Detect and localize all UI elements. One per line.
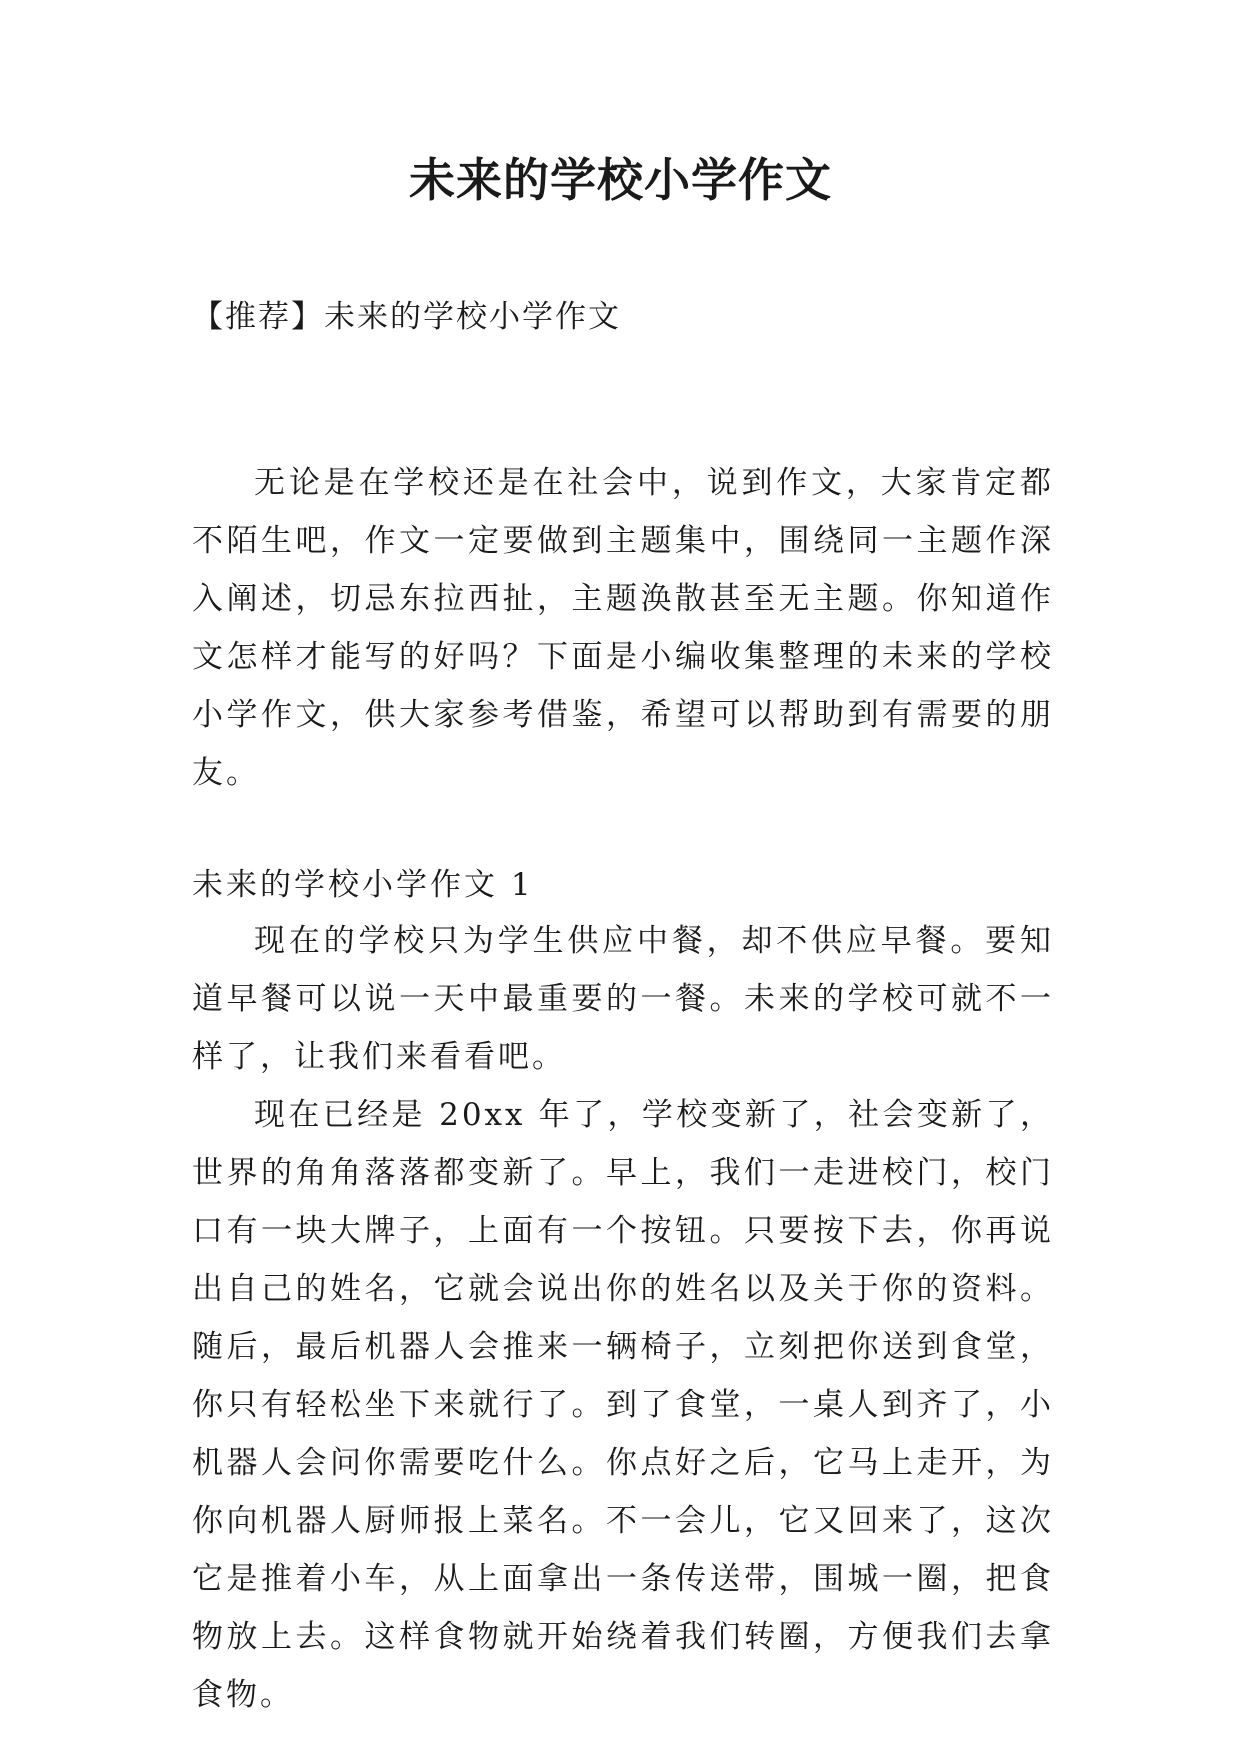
body-paragraph: 现在已经是 20xx 年了，学校变新了，社会变新了，世界的角角落落都变新了。早上，我们一走进校门，校门口有一块大牌子，上面有一个按钮。只要按下去，你再说出自己的姓名，它就会说出你的姓名以及关于你的资料。随后，最后机器人会推来一辆椅子，立刻把你送到食堂，你只有轻松坐下来就行了。到了食堂，一桌人到齐了，小机器人会问你需要吃什么。你点好之后，它马上走开，为你向机器人厨师报上菜名。不一会儿，它又回来了，这次它是推着小车，从上面拿出一条传送带，围城一圈，把食物放上去。这样食物就开始绕着我们转圈，方便我们去拿食物。 (192, 1097, 1054, 1713)
intro-paragraph: 无论是在学校还是在社会中，说到作文，大家肯定都不陌生吧，作文一定要做到主题集中，围绕同一主题作深入阐述，切忌东拉西扯，主题涣散甚至无主题。你知道作文怎样才能写的好吗？下面是小编收集整理的未来的学校小学作文，供大家参考借鉴，希望可以帮助到有需要的朋友。 (192, 465, 1054, 791)
document-body (192, 292, 1054, 1724)
body-paragraph: 现在的学校只为学生供应中餐，却不供应早餐。要知道早餐可以说一天中最重要的一餐。未来的学校可就不一样了，让我们来看看吧。 (192, 923, 1054, 1075)
document-title: 未来的学校小学作文 (409, 153, 832, 207)
document-subtitle: 【推荐】未来的学校小学作文 (192, 299, 621, 335)
section-heading: 未来的学校小学作文 1 (192, 867, 534, 903)
